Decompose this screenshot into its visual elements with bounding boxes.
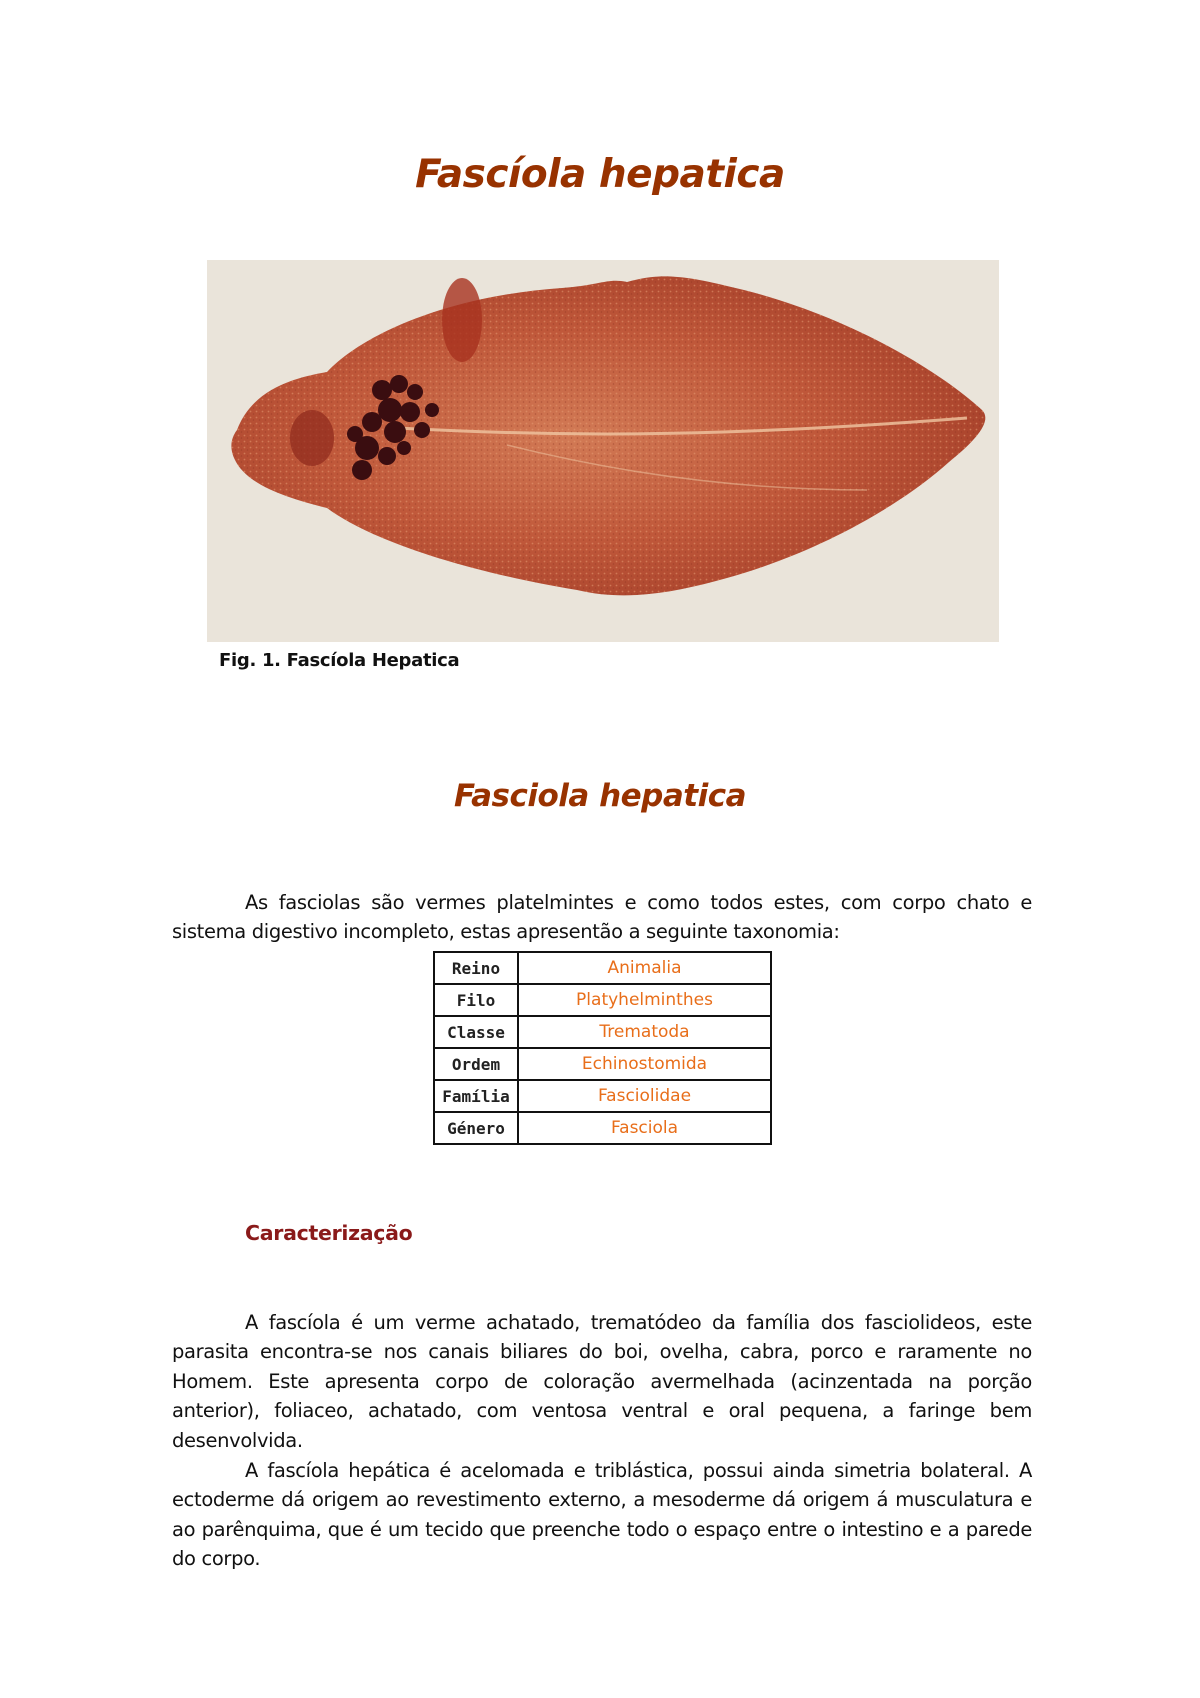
document-title: Fascíola hepatica — [415, 152, 785, 197]
taxonomy-rank: Classe — [434, 1016, 518, 1048]
taxonomy-rank: Ordem — [434, 1048, 518, 1080]
table-row — [434, 1080, 771, 1112]
taxonomy-rank: Família — [434, 1080, 518, 1112]
taxonomy-value: Fasciolidae — [518, 1080, 771, 1112]
fasciola-specimen-image — [207, 260, 999, 642]
taxonomy-value: Platyhelminthes — [518, 984, 771, 1016]
taxonomy-table — [433, 951, 772, 1145]
taxonomy-value: Trematoda — [518, 1016, 771, 1048]
taxonomy-value: Echinostomida — [518, 1048, 771, 1080]
table-row — [434, 1048, 771, 1080]
intro-paragraph: As fasciolas são vermes platelmintes e como todos estes, com corpo chato e sistema digestivo incompleto, estas apresentão a seguinte taxonomia: — [172, 890, 1032, 943]
taxonomy-value: Animalia — [518, 952, 771, 984]
characterization-heading: Caracterização — [245, 1221, 413, 1245]
figure-caption: Fig. 1. Fascíola Hepatica — [219, 650, 460, 671]
taxonomy-rank: Reino — [434, 952, 518, 984]
table-row — [434, 1016, 771, 1048]
table-row — [434, 1112, 771, 1144]
table-row — [434, 984, 771, 1016]
taxonomy-rank: Género — [434, 1112, 518, 1144]
taxonomy-rank: Filo — [434, 984, 518, 1016]
specimen-figure — [207, 260, 999, 642]
characterization-paragraph-2: A fascíola hepática é acelomada e triblástica, possui ainda simetria bolateral. A ectoderme dá origem ao revestimento externo, a mesoderme dá origem á musculatura e ao parênquima, que é um tecido que preenche todo o espaço entre o intestino e a parede do corpo. — [172, 1458, 1032, 1570]
table-row — [434, 952, 771, 984]
taxonomy-value: Fasciola — [518, 1112, 771, 1144]
section-title: Fasciola hepatica — [453, 778, 747, 814]
characterization-paragraph-1: A fascíola é um verme achatado, trematódeo da família dos fasciolideos, este parasita encontra-se nos canais biliares do boi, ovelha, cabra, porco e raramente no Homem. Este apresenta corpo de coloração avermelhada (acinzentada na porção anterior), foliaceo, achatado, com ventosa ventral e oral pequena, a faringe bem desenvolvida. — [172, 1310, 1032, 1452]
